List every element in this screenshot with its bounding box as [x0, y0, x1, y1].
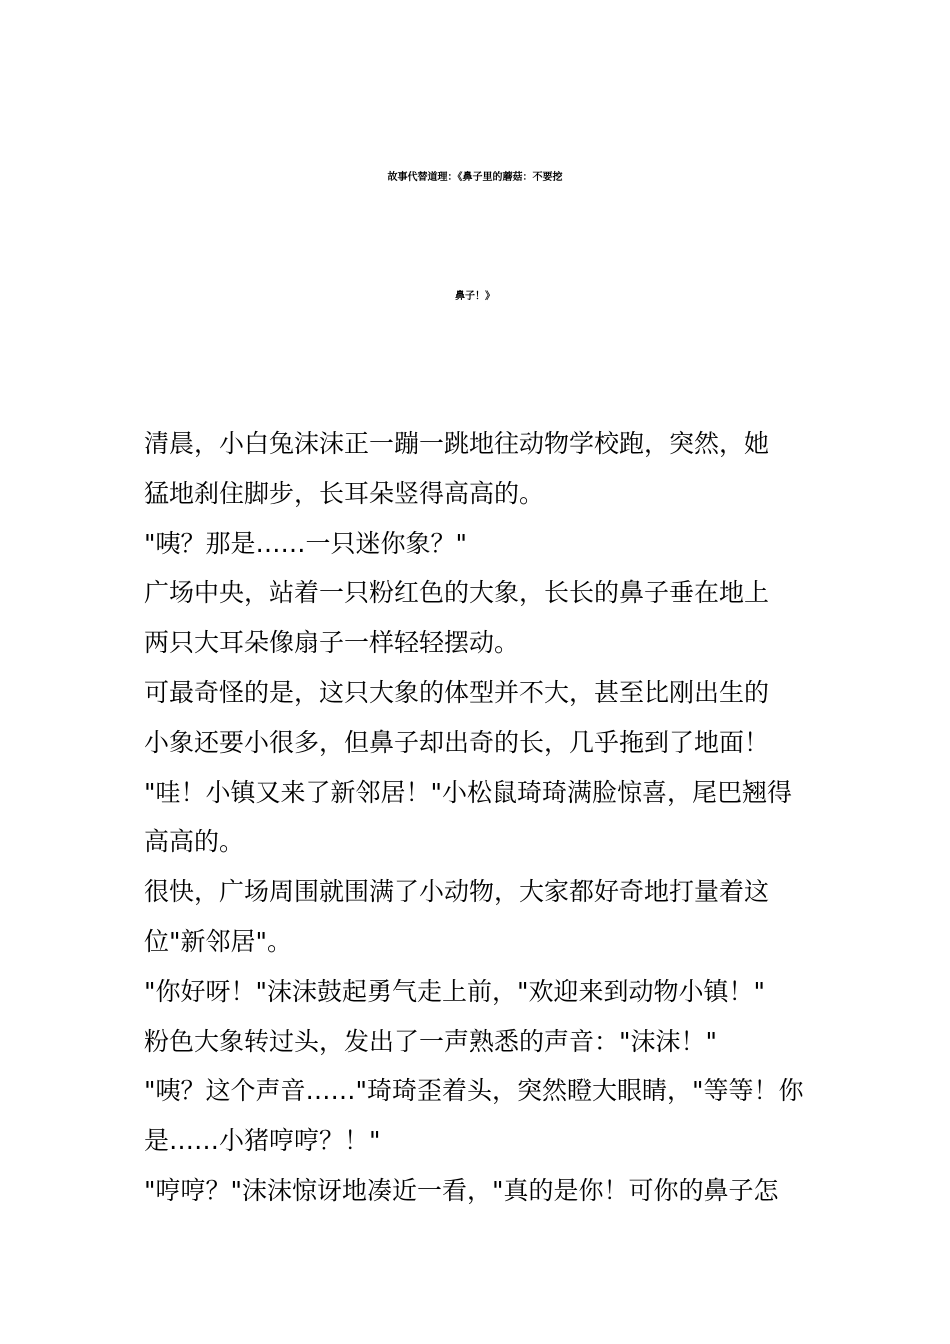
story-line: "咦？这个声音……"琦琦歪着头，突然瞪大眼睛，"等等！你 [144, 1076, 804, 1106]
story-line: 高高的。 [144, 827, 245, 857]
story-line: 可最奇怪的是，这只大象的体型并不大，甚至比刚出生的 [144, 677, 770, 707]
story-body [144, 419, 808, 1216]
story-line: "哇！小镇又来了新邻居！"小松鼠琦琦满脸惊喜，尾巴翘得 [144, 777, 793, 807]
page-title-line-2: 鼻子！》 [455, 291, 495, 302]
story-line: 两只大耳朵像扇子一样轻轻摆动。 [144, 628, 520, 658]
story-line: "咦？那是……一只迷你象？" [144, 528, 467, 558]
story-line: 猛地刹住脚步，长耳朵竖得高高的。 [144, 478, 545, 508]
story-line: 广场中央，站着一只粉红色的大象，长长的鼻子垂在地上 [144, 578, 770, 608]
page-title-line-1: 故事代替道理：《鼻子里的蘑菇：不要挖 [387, 172, 563, 183]
story-line: 很快，广场周围就围满了小动物，大家都好奇地打量着这 [144, 877, 770, 907]
story-line: "你好呀！"沫沫鼓起勇气走上前，"欢迎来到动物小镇！" [144, 976, 765, 1006]
story-line: 清晨，小白兔沫沫正一蹦一跳地往动物学校跑，突然，她 [144, 429, 770, 458]
story-line: 粉色大象转过头，发出了一声熟悉的声音："沫沫！" [144, 1026, 718, 1056]
story-line: "哼哼？"沫沫惊讶地凑近一看，"真的是你！可你的鼻子怎 [144, 1175, 779, 1205]
story-line: 是……小猪哼哼？！" [144, 1126, 381, 1156]
story-line: 小象还要小很多，但鼻子却出奇的长，几乎拖到了地面！ [144, 727, 770, 757]
story-line: 位"新邻居"。 [144, 926, 292, 956]
